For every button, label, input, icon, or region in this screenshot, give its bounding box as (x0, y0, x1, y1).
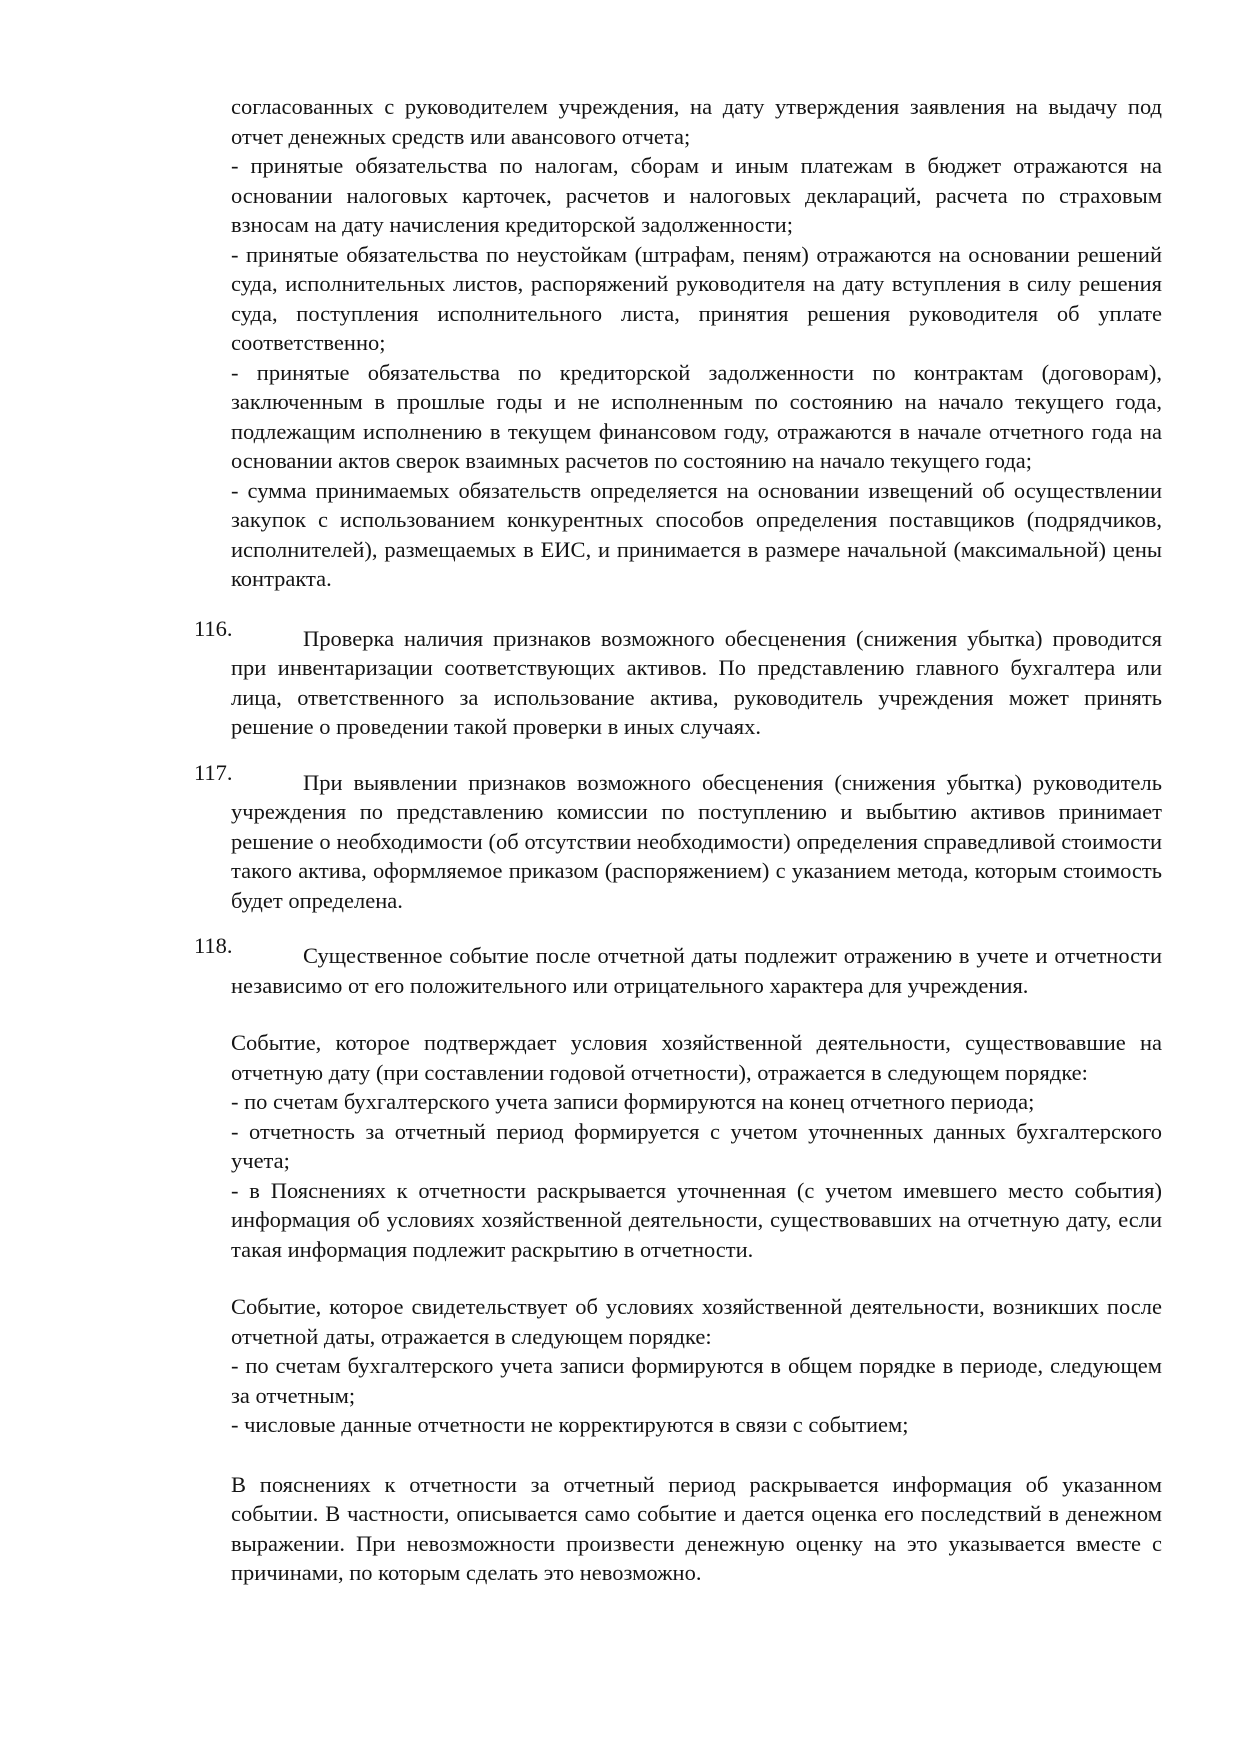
intro-paragraph-2: - принятые обязательства по налогам, сборам и иным платежам в бюджет отражаются на основании налоговых карточек, расчетов и налоговых деклараций, расчета по страховым взносам на дату начисления кредиторской задолженности; (231, 153, 1162, 237)
clause-116 (194, 615, 1162, 742)
clause-number: 117. (194, 759, 233, 785)
intro-paragraph-1: согласованных с руководителем учреждения, на дату утверждения заявления на выдачу под отчет денежных средств или авансового отчета; (231, 94, 1162, 149)
intro-paragraph-5: - сумма принимаемых обязательств определяется на основании извещений об осуществлении закупок с использованием конкурентных способов определения поставщиков (подрядчиков, исполнителей), размещаемых в ЕИС, и принимается в размере начальной (максимальной) цены контракта. (231, 477, 1162, 591)
clause-text: При выявлении признаков возможного обесценения (снижения убытка) руководитель учреждения по представлению комиссии по поступлению и выбытию активов принимает решение о необходимости (об отсутствии необходимости) определения справедливой стоимости такого актива, оформляемое приказом (распоряжением) с указанием метода, которым стоимость будет определена. (231, 769, 1162, 913)
clause-text: Проверка наличия признаков возможного обесценения (снижения убытка) проводится при инвентаризации соответствующих активов. По представлению главного бухгалтера или лица, ответственного за использование актива, руководитель учреждения может принять решение о проведении такой проверки в иных случаях. (231, 625, 1162, 739)
intro-paragraph-4: - принятые обязательства по кредиторской задолженности по контрактам (договорам), заключенным в прошлые годы и не исполненным по состоянию на начало текущего года, подлежащим исполнению в текущем финансовом году, отражаются в начале отчетного года на основании актов сверок взаимных расчетов по состоянию на начало текущего года; (231, 359, 1162, 473)
later-event-item-1: - по счетам бухгалтерского учета записи формируются в общем порядке в периоде, следующем за отчетным; (231, 1353, 1162, 1408)
document-body (194, 92, 1162, 1588)
closing-paragraph: В пояснениях к отчетности за отчетный период раскрывается информация об указанном событии. В частности, описывается само событие и дается оценка его последствий в денежном выражении. При невозможности произвести денежную оценку на это указывается вместе с причинами, по которым сделать это невозможно. (231, 1471, 1162, 1585)
clause-number: 118. (194, 933, 233, 958)
confirming-event-item-1: - по счетам бухгалтерского учета записи формируются на конец отчетного периода; (231, 1089, 1035, 1114)
clause-117 (194, 759, 1162, 916)
confirming-event-heading: Событие, которое подтверждает условия хозяйственной деятельности, существовавшие на отчетную дату (при составлении годовой отчетности), отражается в следующем порядке: (231, 1030, 1162, 1085)
clause-118 (194, 933, 1162, 1000)
confirming-event-item-2: - отчетность за отчетный период формируется с учетом уточненных данных бухгалтерского учета; (231, 1118, 1162, 1173)
confirming-event-item-3: - в Пояснениях к отчетности раскрывается уточненная (с учетом имевшего место события) информация об условиях хозяйственной деятельности, существовавших на отчетную дату, если такая информация подлежит раскрытию в отчетности. (231, 1177, 1162, 1262)
later-event-item-2: - числовые данные отчетности не корректируются в связи с событием; (231, 1412, 909, 1437)
clause-text: Существенное событие после отчетной даты подлежит отражению в учете и отчетности независимо от его положительного или отрицательного характера для учреждения. (231, 943, 1162, 998)
clause-number: 116. (194, 615, 233, 641)
later-event-heading: Событие, которое свидетельствует об условиях хозяйственной деятельности, возникших после отчетной даты, отражается в следующем порядке: (231, 1294, 1162, 1349)
intro-paragraph-3: - принятые обязательства по неустойкам (штрафам, пеням) отражаются на основании решений суда, исполнительных листов, распоряжений руководителя на дату вступления в силу решения суда, поступления исполнительного листа, принятия решения руководителя об уплате соответственно; (231, 241, 1162, 355)
